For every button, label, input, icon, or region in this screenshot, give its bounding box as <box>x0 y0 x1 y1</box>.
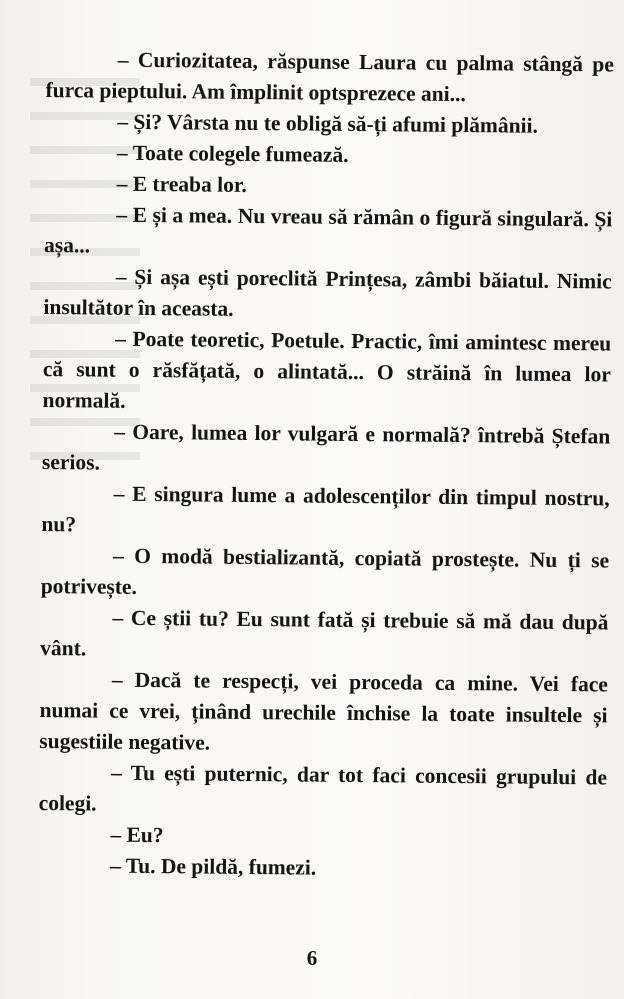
paragraph: – Și așa ești poreclită Prințesa, zâmbi băiatul. Nimic insultător în aceasta. <box>43 264 612 321</box>
paragraph: – Oare, lumea lor vulgară e normală? întrebă Ștefan serios. <box>41 419 611 475</box>
paragraph: – Dacă te respecți, vei proceda ca mine. Vei face numai ce vrei, ținând urechile închise la toate insultele și sugestiile negative. <box>39 667 608 755</box>
paragraph: – Poate teoretic, Poetule. Practic, îmi amintesc mereu că sunt o răsfățată, o alintată... O străină în lumea lor normală. <box>42 326 612 413</box>
paragraph: – Ce știi tu? Eu sunt fată și trebuie să mă dau după vânt. <box>40 605 609 661</box>
page-number: 6 <box>306 946 318 970</box>
paragraph: – E singura lume a adolescenților din timpul nostru, nu? <box>41 481 610 537</box>
paragraph: – Și? Vârsta nu te obligă să-ți afumi plămânii. <box>117 109 539 138</box>
page-body-text <box>38 44 614 886</box>
paragraph: – Curiozitatea, răspunse Laura cu palma stângă pe furca pieptului. Am împlinit optsprezece ani... <box>45 47 614 107</box>
paragraph: – Tu. De pildă, fumezi. <box>110 853 317 880</box>
paragraph: – E și a mea. Nu vreau să rămân o figură singulară. Și așa... <box>43 202 613 258</box>
paragraph: – O modă bestializantă, copiată prostește. Nu ți se potrivește. <box>40 543 610 599</box>
paragraph: – Toate colegele fumează. <box>116 140 349 167</box>
paragraph: – E treaba lor. <box>116 171 247 197</box>
paragraph: – Tu ești puternic, dar tot faci concesii grupului de colegi. <box>38 760 608 816</box>
paragraph: – Eu? <box>110 822 164 848</box>
